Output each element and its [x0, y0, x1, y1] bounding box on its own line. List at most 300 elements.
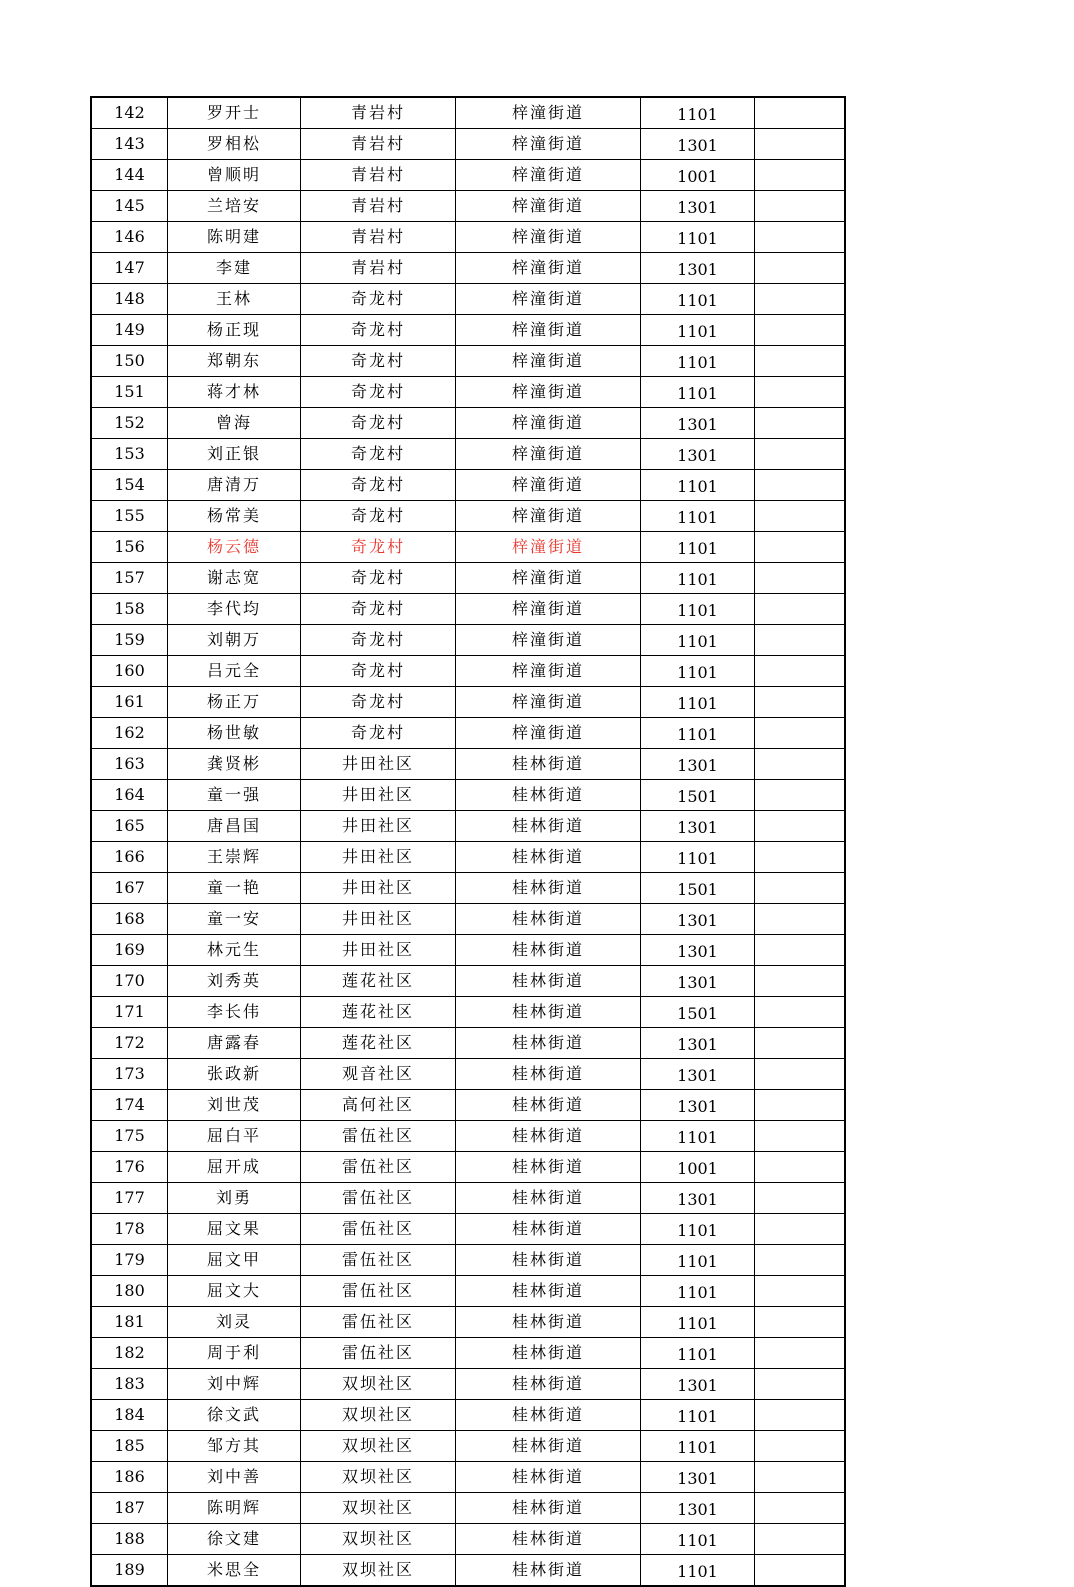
village-cell: 双坝社区 [301, 1524, 456, 1555]
village-cell: 奇龙村 [301, 470, 456, 501]
note-cell [755, 1555, 846, 1587]
name-cell: 谢志宽 [168, 563, 301, 594]
village-cell: 奇龙村 [301, 284, 456, 315]
code-cell: 1101 [641, 563, 755, 594]
note-cell [755, 1462, 846, 1493]
street-cell: 桂林街道 [456, 904, 641, 935]
row-number-cell: 168 [91, 904, 168, 935]
street-cell: 桂林街道 [456, 811, 641, 842]
row-number-cell: 179 [91, 1245, 168, 1276]
name-cell: 曾顺明 [168, 160, 301, 191]
row-number-cell: 167 [91, 873, 168, 904]
row-number-cell: 185 [91, 1431, 168, 1462]
village-cell: 奇龙村 [301, 532, 456, 563]
street-cell: 梓潼街道 [456, 315, 641, 346]
village-cell: 莲花社区 [301, 966, 456, 997]
name-cell: 陈明辉 [168, 1493, 301, 1524]
village-cell: 奇龙村 [301, 563, 456, 594]
name-cell: 童一强 [168, 780, 301, 811]
table-row [91, 1555, 845, 1587]
street-cell: 桂林街道 [456, 935, 641, 966]
code-cell: 1301 [641, 253, 755, 284]
row-number-cell: 142 [91, 97, 168, 129]
note-cell [755, 966, 846, 997]
name-cell: 兰培安 [168, 191, 301, 222]
street-cell: 桂林街道 [456, 1090, 641, 1121]
note-cell [755, 1152, 846, 1183]
note-cell [755, 563, 846, 594]
table-row [91, 1152, 845, 1183]
table-row [91, 1431, 845, 1462]
code-cell: 1101 [641, 315, 755, 346]
row-number-cell: 188 [91, 1524, 168, 1555]
street-cell: 梓潼街道 [456, 501, 641, 532]
street-cell: 梓潼街道 [456, 253, 641, 284]
table-row [91, 997, 845, 1028]
row-number-cell: 184 [91, 1400, 168, 1431]
name-cell: 童一安 [168, 904, 301, 935]
note-cell [755, 408, 846, 439]
code-cell: 1101 [641, 625, 755, 656]
table-row [91, 656, 845, 687]
note-cell [755, 222, 846, 253]
note-cell [755, 1307, 846, 1338]
note-cell [755, 284, 846, 315]
code-cell: 1101 [641, 532, 755, 563]
code-cell: 1301 [641, 1059, 755, 1090]
village-cell: 观音社区 [301, 1059, 456, 1090]
table-row [91, 1276, 845, 1307]
row-number-cell: 149 [91, 315, 168, 346]
street-cell: 桂林街道 [456, 1276, 641, 1307]
table-row [91, 97, 845, 129]
code-cell: 1101 [641, 1338, 755, 1369]
code-cell: 1301 [641, 1493, 755, 1524]
name-cell: 唐昌国 [168, 811, 301, 842]
note-cell [755, 501, 846, 532]
name-cell: 刘中辉 [168, 1369, 301, 1400]
table-row [91, 346, 845, 377]
row-number-cell: 181 [91, 1307, 168, 1338]
street-cell: 梓潼街道 [456, 160, 641, 191]
street-cell: 梓潼街道 [456, 222, 641, 253]
code-cell: 1101 [641, 97, 755, 129]
name-cell: 邹方其 [168, 1431, 301, 1462]
note-cell [755, 470, 846, 501]
row-number-cell: 155 [91, 501, 168, 532]
note-cell [755, 749, 846, 780]
table-row [91, 1307, 845, 1338]
name-cell: 唐清万 [168, 470, 301, 501]
note-cell [755, 1214, 846, 1245]
street-cell: 桂林街道 [456, 842, 641, 873]
table-row [91, 377, 845, 408]
village-cell: 雷伍社区 [301, 1276, 456, 1307]
note-cell [755, 346, 846, 377]
code-cell: 1101 [641, 1276, 755, 1307]
roster-table [90, 96, 846, 1587]
note-cell [755, 439, 846, 470]
street-cell: 梓潼街道 [456, 470, 641, 501]
table-row [91, 439, 845, 470]
village-cell: 奇龙村 [301, 594, 456, 625]
table-row [91, 160, 845, 191]
code-cell: 1101 [641, 687, 755, 718]
name-cell: 刘正银 [168, 439, 301, 470]
code-cell: 1101 [641, 1555, 755, 1587]
row-number-cell: 145 [91, 191, 168, 222]
note-cell [755, 253, 846, 284]
village-cell: 井田社区 [301, 935, 456, 966]
row-number-cell: 157 [91, 563, 168, 594]
village-cell: 雷伍社区 [301, 1152, 456, 1183]
code-cell: 1101 [641, 284, 755, 315]
street-cell: 梓潼街道 [456, 532, 641, 563]
code-cell: 1301 [641, 1090, 755, 1121]
note-cell [755, 1245, 846, 1276]
row-number-cell: 144 [91, 160, 168, 191]
note-cell [755, 1400, 846, 1431]
code-cell: 1301 [641, 966, 755, 997]
table-row [91, 873, 845, 904]
name-cell: 陈明建 [168, 222, 301, 253]
code-cell: 1301 [641, 904, 755, 935]
note-cell [755, 1059, 846, 1090]
row-number-cell: 171 [91, 997, 168, 1028]
name-cell: 罗开士 [168, 97, 301, 129]
table-row [91, 687, 845, 718]
code-cell: 1101 [641, 594, 755, 625]
name-cell: 周于利 [168, 1338, 301, 1369]
row-number-cell: 146 [91, 222, 168, 253]
row-number-cell: 143 [91, 129, 168, 160]
row-number-cell: 173 [91, 1059, 168, 1090]
village-cell: 青岩村 [301, 253, 456, 284]
note-cell [755, 1369, 846, 1400]
name-cell: 屈文大 [168, 1276, 301, 1307]
note-cell [755, 1431, 846, 1462]
note-cell [755, 129, 846, 160]
village-cell: 双坝社区 [301, 1462, 456, 1493]
village-cell: 双坝社区 [301, 1555, 456, 1587]
row-number-cell: 182 [91, 1338, 168, 1369]
name-cell: 龚贤彬 [168, 749, 301, 780]
table-row [91, 470, 845, 501]
village-cell: 双坝社区 [301, 1493, 456, 1524]
street-cell: 梓潼街道 [456, 97, 641, 129]
name-cell: 曾海 [168, 408, 301, 439]
table-row [91, 501, 845, 532]
row-number-cell: 166 [91, 842, 168, 873]
village-cell: 双坝社区 [301, 1369, 456, 1400]
street-cell: 桂林街道 [456, 1152, 641, 1183]
note-cell [755, 935, 846, 966]
row-number-cell: 170 [91, 966, 168, 997]
street-cell: 桂林街道 [456, 1369, 641, 1400]
code-cell: 1501 [641, 873, 755, 904]
note-cell [755, 718, 846, 749]
name-cell: 王崇辉 [168, 842, 301, 873]
table-row [91, 1400, 845, 1431]
village-cell: 井田社区 [301, 904, 456, 935]
row-number-cell: 187 [91, 1493, 168, 1524]
name-cell: 刘朝万 [168, 625, 301, 656]
street-cell: 梓潼街道 [456, 346, 641, 377]
name-cell: 杨正现 [168, 315, 301, 346]
table-row [91, 1028, 845, 1059]
code-cell: 1101 [641, 501, 755, 532]
note-cell [755, 873, 846, 904]
village-cell: 莲花社区 [301, 1028, 456, 1059]
table-row [91, 284, 845, 315]
code-cell: 1301 [641, 191, 755, 222]
note-cell [755, 532, 846, 563]
code-cell: 1301 [641, 1183, 755, 1214]
code-cell: 1501 [641, 997, 755, 1028]
street-cell: 桂林街道 [456, 780, 641, 811]
table-row [91, 749, 845, 780]
name-cell: 罗相松 [168, 129, 301, 160]
row-number-cell: 180 [91, 1276, 168, 1307]
village-cell: 青岩村 [301, 129, 456, 160]
table-row [91, 811, 845, 842]
code-cell: 1301 [641, 935, 755, 966]
table-row [91, 1059, 845, 1090]
note-cell [755, 625, 846, 656]
table-row [91, 222, 845, 253]
table-row [91, 1183, 845, 1214]
row-number-cell: 161 [91, 687, 168, 718]
table-row [91, 1369, 845, 1400]
name-cell: 童一艳 [168, 873, 301, 904]
village-cell: 雷伍社区 [301, 1245, 456, 1276]
street-cell: 梓潼街道 [456, 129, 641, 160]
street-cell: 桂林街道 [456, 1555, 641, 1587]
code-cell: 1301 [641, 1028, 755, 1059]
village-cell: 双坝社区 [301, 1431, 456, 1462]
note-cell [755, 1121, 846, 1152]
table-row [91, 1338, 845, 1369]
village-cell: 奇龙村 [301, 346, 456, 377]
street-cell: 桂林街道 [456, 1431, 641, 1462]
village-cell: 雷伍社区 [301, 1183, 456, 1214]
code-cell: 1001 [641, 1152, 755, 1183]
code-cell: 1301 [641, 439, 755, 470]
table-row [91, 315, 845, 346]
name-cell: 刘秀英 [168, 966, 301, 997]
name-cell: 李建 [168, 253, 301, 284]
table-row [91, 1090, 845, 1121]
name-cell: 李长伟 [168, 997, 301, 1028]
note-cell [755, 160, 846, 191]
table-row [91, 1493, 845, 1524]
name-cell: 米思全 [168, 1555, 301, 1587]
note-cell [755, 780, 846, 811]
name-cell: 屈白平 [168, 1121, 301, 1152]
note-cell [755, 1524, 846, 1555]
table-row [91, 594, 845, 625]
note-cell [755, 1276, 846, 1307]
name-cell: 刘中善 [168, 1462, 301, 1493]
street-cell: 桂林街道 [456, 1462, 641, 1493]
street-cell: 桂林街道 [456, 1183, 641, 1214]
note-cell [755, 594, 846, 625]
street-cell: 桂林街道 [456, 1245, 641, 1276]
street-cell: 梓潼街道 [456, 625, 641, 656]
row-number-cell: 189 [91, 1555, 168, 1587]
row-number-cell: 177 [91, 1183, 168, 1214]
name-cell: 王林 [168, 284, 301, 315]
note-cell [755, 1183, 846, 1214]
name-cell: 屈开成 [168, 1152, 301, 1183]
code-cell: 1101 [641, 656, 755, 687]
name-cell: 刘勇 [168, 1183, 301, 1214]
name-cell: 张政新 [168, 1059, 301, 1090]
row-number-cell: 158 [91, 594, 168, 625]
village-cell: 雷伍社区 [301, 1338, 456, 1369]
code-cell: 1301 [641, 811, 755, 842]
street-cell: 梓潼街道 [456, 439, 641, 470]
row-number-cell: 175 [91, 1121, 168, 1152]
village-cell: 井田社区 [301, 811, 456, 842]
roster-table-body [91, 97, 845, 1586]
name-cell: 刘灵 [168, 1307, 301, 1338]
table-row [91, 191, 845, 222]
row-number-cell: 159 [91, 625, 168, 656]
code-cell: 1101 [641, 1245, 755, 1276]
code-cell: 1101 [641, 1307, 755, 1338]
code-cell: 1101 [641, 718, 755, 749]
code-cell: 1101 [641, 346, 755, 377]
street-cell: 桂林街道 [456, 1493, 641, 1524]
note-cell [755, 1493, 846, 1524]
name-cell: 杨常美 [168, 501, 301, 532]
row-number-cell: 162 [91, 718, 168, 749]
name-cell: 杨正万 [168, 687, 301, 718]
street-cell: 桂林街道 [456, 1524, 641, 1555]
table-row [91, 904, 845, 935]
name-cell: 郑朝东 [168, 346, 301, 377]
note-cell [755, 1028, 846, 1059]
row-number-cell: 156 [91, 532, 168, 563]
table-row [91, 780, 845, 811]
code-cell: 1301 [641, 1462, 755, 1493]
row-number-cell: 153 [91, 439, 168, 470]
table-row [91, 408, 845, 439]
street-cell: 桂林街道 [456, 1400, 641, 1431]
village-cell: 青岩村 [301, 160, 456, 191]
street-cell: 桂林街道 [456, 997, 641, 1028]
village-cell: 青岩村 [301, 97, 456, 129]
village-cell: 奇龙村 [301, 408, 456, 439]
code-cell: 1001 [641, 160, 755, 191]
note-cell [755, 687, 846, 718]
street-cell: 梓潼街道 [456, 284, 641, 315]
table-row [91, 1214, 845, 1245]
table-row [91, 1524, 845, 1555]
village-cell: 奇龙村 [301, 501, 456, 532]
street-cell: 桂林街道 [456, 1307, 641, 1338]
name-cell: 徐文建 [168, 1524, 301, 1555]
village-cell: 双坝社区 [301, 1400, 456, 1431]
village-cell: 雷伍社区 [301, 1307, 456, 1338]
village-cell: 奇龙村 [301, 439, 456, 470]
row-number-cell: 172 [91, 1028, 168, 1059]
row-number-cell: 151 [91, 377, 168, 408]
note-cell [755, 811, 846, 842]
table-row [91, 935, 845, 966]
row-number-cell: 165 [91, 811, 168, 842]
village-cell: 青岩村 [301, 191, 456, 222]
name-cell: 吕元全 [168, 656, 301, 687]
code-cell: 1101 [641, 470, 755, 501]
table-row [91, 129, 845, 160]
name-cell: 林元生 [168, 935, 301, 966]
table-row [91, 966, 845, 997]
code-cell: 1101 [641, 377, 755, 408]
code-cell: 1301 [641, 1369, 755, 1400]
row-number-cell: 147 [91, 253, 168, 284]
street-cell: 桂林街道 [456, 1338, 641, 1369]
name-cell: 徐文武 [168, 1400, 301, 1431]
village-cell: 青岩村 [301, 222, 456, 253]
table-row [91, 718, 845, 749]
note-cell [755, 191, 846, 222]
row-number-cell: 163 [91, 749, 168, 780]
row-number-cell: 164 [91, 780, 168, 811]
code-cell: 1101 [641, 1400, 755, 1431]
table-row [91, 625, 845, 656]
row-number-cell: 160 [91, 656, 168, 687]
row-number-cell: 154 [91, 470, 168, 501]
village-cell: 高何社区 [301, 1090, 456, 1121]
village-cell: 奇龙村 [301, 625, 456, 656]
note-cell [755, 656, 846, 687]
street-cell: 桂林街道 [456, 873, 641, 904]
name-cell: 屈文果 [168, 1214, 301, 1245]
code-cell: 1101 [641, 1121, 755, 1152]
street-cell: 桂林街道 [456, 1214, 641, 1245]
row-number-cell: 169 [91, 935, 168, 966]
code-cell: 1301 [641, 129, 755, 160]
code-cell: 1101 [641, 842, 755, 873]
name-cell: 唐露春 [168, 1028, 301, 1059]
street-cell: 桂林街道 [456, 1059, 641, 1090]
street-cell: 梓潼街道 [456, 718, 641, 749]
village-cell: 奇龙村 [301, 718, 456, 749]
street-cell: 梓潼街道 [456, 377, 641, 408]
row-number-cell: 178 [91, 1214, 168, 1245]
village-cell: 井田社区 [301, 749, 456, 780]
village-cell: 莲花社区 [301, 997, 456, 1028]
code-cell: 1101 [641, 222, 755, 253]
street-cell: 桂林街道 [456, 1121, 641, 1152]
note-cell [755, 842, 846, 873]
code-cell: 1101 [641, 1431, 755, 1462]
street-cell: 梓潼街道 [456, 687, 641, 718]
street-cell: 桂林街道 [456, 1028, 641, 1059]
table-row [91, 253, 845, 284]
table-row [91, 1245, 845, 1276]
row-number-cell: 176 [91, 1152, 168, 1183]
name-cell: 蒋才林 [168, 377, 301, 408]
table-row [91, 842, 845, 873]
village-cell: 雷伍社区 [301, 1214, 456, 1245]
table-row [91, 563, 845, 594]
table-row [91, 1462, 845, 1493]
note-cell [755, 904, 846, 935]
village-cell: 井田社区 [301, 842, 456, 873]
